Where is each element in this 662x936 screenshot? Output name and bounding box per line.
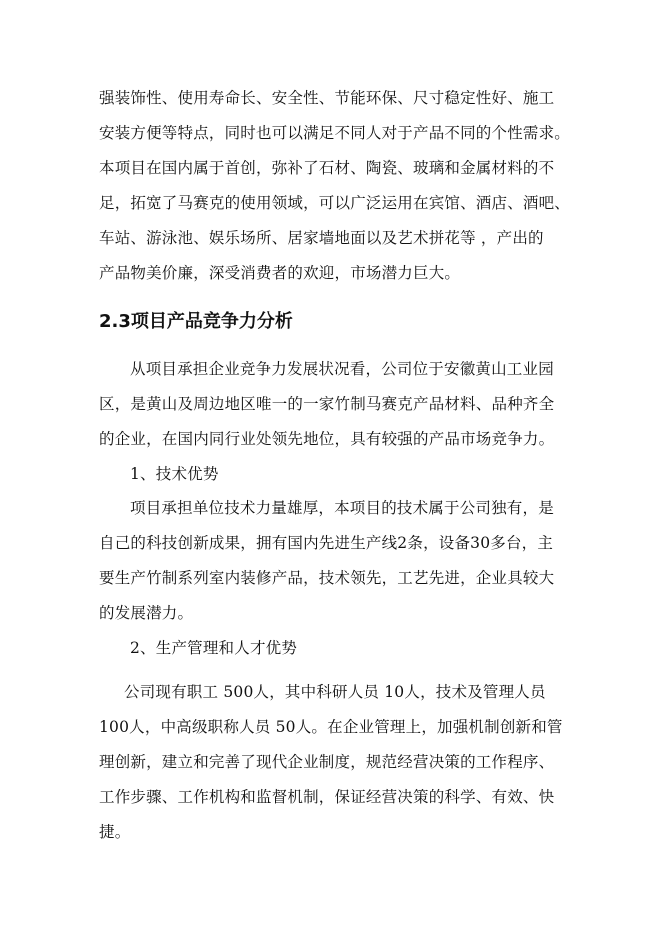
paragraph3-line: 项目承担单位技术力量雄厚，本项目的技术属于公司独有，是 xyxy=(130,499,554,517)
paragraph4-line: 理创新，建立和完善了现代企业制度，规范经营决策的工作程序、 xyxy=(99,753,555,771)
subheading-management-talent-advantage: 2、生产管理和人才优势 xyxy=(130,639,298,657)
paragraph2-line: 的企业，在国内同行业处领先地位，具有较强的产品市场竞争力。 xyxy=(99,430,555,448)
paragraph2-line: 从项目承担企业竞争力发展状况看，公司位于安徽黄山工业园 xyxy=(130,360,554,378)
paragraph3-line: 自己的科技创新成果，拥有国内先进生产线2条，设备30多台，主 xyxy=(99,534,554,552)
paragraph4-line: 工作步骤、工作机构和监督机制，保证经营决策的科学、有效、快 xyxy=(99,788,555,806)
paragraph4-line: 捷。 xyxy=(99,823,131,841)
paragraph2-line: 区，是黄山及周边地区唯一的一家竹制马赛克产品材料、品种齐全 xyxy=(99,395,555,413)
paragraph4-line: 100人，中高级职称人员 50人。在企业管理上，加强机制创新和管 xyxy=(99,718,563,736)
paragraph1-line: 足，拓宽了马赛克的使用领域，可以广泛运用在宾馆、酒店、酒吧、 xyxy=(99,194,571,212)
paragraph4-line: 公司现有职工 500人，其中科研人员 10人，技术及管理人员 xyxy=(124,683,546,701)
subheading-technical-advantage: 1、技术优势 xyxy=(130,465,219,483)
paragraph3-line: 要生产竹制系列室内装修产品，技术领先，工艺先进，企业具较大 xyxy=(99,569,555,587)
paragraph1-line: 本项目在国内属于首创，弥补了石材、陶瓷、玻璃和金属材料的不 xyxy=(99,159,555,177)
paragraph1-line: 强装饰性、使用寿命长、安全性、节能环保、尺寸稳定性好、施工 xyxy=(99,89,555,107)
paragraph1-line: 安装方便等特点，同时也可以满足不同人对于产品不同的个性需求。 xyxy=(99,124,571,142)
paragraph1-line: 车站、游泳池、娱乐场所、居家墙地面以及艺术拼花等 ，产出的 xyxy=(99,229,544,247)
paragraph1-line: 产品物美价廉，深受消费者的欢迎，市场潜力巨大。 xyxy=(99,264,461,282)
paragraph3-line: 的发展潜力。 xyxy=(99,604,194,622)
section-heading: 2.3项目产品竞争力分析 xyxy=(99,311,293,332)
